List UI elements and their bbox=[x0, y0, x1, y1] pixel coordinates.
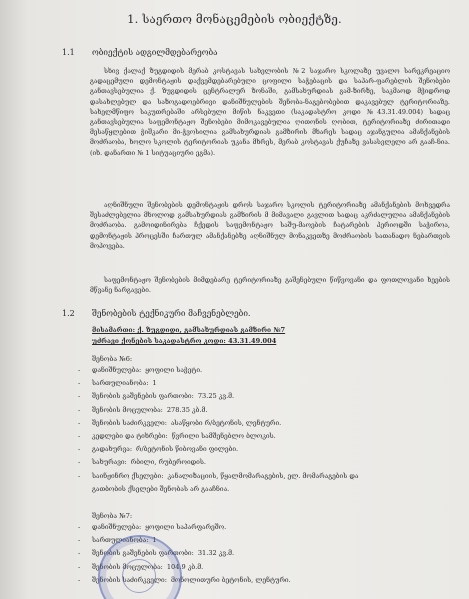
spec-label: შენობის საძირკველი: bbox=[92, 418, 167, 427]
paragraph-access: აღნიშნული შენობების დემონტაჟის დროს საჯარო სკოლის ტერიტორიაზე ამანქანების მოხვედრა შესაძლებელია მხოლოდ გამსახურდიას გამზირის მ მიმავალი გავლით სადაც აკრძალულია ამანქანების მოძრაობა. გამოიდინირება ჩქედის საფემონტაჟო საშუ-მაოების ჩატარების პერიოდში საჭიროა, დემონტაჟის პროცესში ჩართულ ამანქანებზე აღნიშნულ მონაკვეთზე მოძრაობის სათანადო ნებართვის მოპოვება. bbox=[90, 201, 450, 250]
spec-item: - შენობის გაშენების ფართობი: 31.32 კვ.მ. bbox=[78, 549, 235, 558]
spec-value: 73.25 კვ.მ. bbox=[197, 392, 235, 401]
spec-value: 1 bbox=[152, 379, 157, 388]
spec-label: საინჟინრო ქსელები: bbox=[92, 471, 164, 480]
section-title: ობიექტის ადგილმდებარეობა bbox=[92, 47, 218, 57]
spec-item: - სართულიანობა: 1 bbox=[78, 379, 157, 388]
section-title: შენობების ტექნიკური მაჩვენებლები. bbox=[92, 308, 251, 318]
spec-label: დანიშნულება: bbox=[92, 523, 142, 531]
spec-label: კედლები და ტიხრები: bbox=[92, 432, 168, 441]
spec-value: რ/ბეტონის წიბოვანი ფილები. bbox=[136, 445, 239, 454]
spec-label: სართულიანობა: bbox=[92, 379, 149, 388]
section-number: 1.2 bbox=[62, 309, 75, 318]
spec-item: - სახურავი: რბილი, რუბეროიდის. bbox=[78, 458, 206, 467]
spec-value: 1 bbox=[152, 536, 157, 545]
spec-item: - გადახურვა: რ/ბეტონის წიბოვანი ფილები. bbox=[78, 445, 239, 454]
spec-item: - შენობის საძირკველი: ასაწყობი რ/ბეტონის, ლენტური. bbox=[78, 418, 282, 427]
spec-value: 104.9 კბ.მ. bbox=[166, 562, 204, 571]
spec-value: წვრილი სამშენებლო ბლოკის. bbox=[171, 432, 276, 441]
spec-label: გადახურვა: bbox=[92, 445, 133, 454]
spec-label: შენობის მოცულობა: bbox=[92, 405, 163, 414]
spec-continuation: გათბობის ქსელები შენობას არ გააჩნია. bbox=[92, 484, 230, 493]
spec-value: კანალიზაციის, წყალმომარაგების, ელ. მომარაგების და bbox=[167, 471, 359, 480]
paragraph-location: სხივ ქალაქ ზუგდიდის მერაბ კოსტავას სახელობის №2 საჯარო სკოლაზე უვალო სარეკრეაციო გადაცემული დემონტაჟის დაქვემდებარებული ცოფილი საჭებაცის და საპარ-ფარებლის შენობები განთავსებულია ქ. ზუგდიდის ცენტრალურ ზონაში, გამსახურდიას გამ-ზირზე, საკმაოდ მჭიდროდ დასახლებულ და საზოგადოებრივი დანიშნულების შენობა-ნაგებობებით დაკავებულ ტერიტორიაზე. სახელმწიფო საკუთრებაში არსებული მიწის ნაკვეთი (საკადასტრო კოდი №43.31.49.004) სადაც განთავსებულია საფემონტაჟო შენობები მიმოკავებულია ღითონის ღობით, ტერიტორიაზე ძირითადი მესაწყლებით ჭიშკარი მი-ჭვოსილია გამსახურდიას გამზირის მხარეს სადაც აჯანგულია ამანქანების მოძრაობა, ხოლო სკოლის ტერიტორიას უკანა მხრეს, მერაბ კოსტავას ქუჩაზე ვასასვლელი არ გააჩ-ნია. (იხ. დანართი № 1 სიტუაციური ეგმა). bbox=[90, 67, 450, 157]
spec-value: ყოფილი საპარფარეშო. bbox=[145, 523, 227, 531]
spec-label: დანიშნულება: bbox=[92, 366, 142, 374]
spec-label: შენობის საძირკველი: bbox=[92, 575, 167, 584]
spec-value: 278.35 კბ.მ. bbox=[166, 405, 208, 414]
cadastral-code-line: უძრავი ქონების საკადასტრო კოდი: 43.31.49.004 bbox=[92, 337, 277, 345]
spec-value: 31.32 კვ.მ. bbox=[197, 549, 235, 558]
spec-label: შენობის გაშენების ფართობი: bbox=[92, 392, 194, 401]
spec-value: ასაწყობი რ/ბეტონის, ლენტური. bbox=[170, 418, 282, 427]
spec-item: - შენობის გაშენების ფართობი: 73.25 კვ.მ. bbox=[78, 392, 235, 401]
stamp-emblem bbox=[122, 559, 156, 593]
section-number: 1.1 bbox=[62, 48, 75, 57]
spec-item: - დანიშნულება: ყოფილი საჭეტი. bbox=[78, 366, 203, 374]
spec-item: - შენობის მოცულობა: 104.9 კბ.მ. bbox=[78, 562, 204, 571]
spec-value: მონოლითური ბეტონის, ლენტური. bbox=[170, 575, 291, 584]
building-title: შენობა №7: bbox=[92, 512, 133, 520]
spec-label: შენობის გაშენების ფართობი: bbox=[92, 549, 194, 558]
spec-label: შენობის მოცულობა: bbox=[92, 562, 163, 571]
paragraph-trees: საფემონტაჟო შენობების მიმდებარე ტერიტორიაზე გაშენებული წიწვოვანი და ფოთლოვანი ხეების მწვანე ნარგავები. bbox=[90, 276, 450, 295]
page-heading: 1. საერთო მონაცემების ობიექტზე. bbox=[127, 12, 342, 26]
spec-item: - შენობის საძირკველი: მონოლითური ბეტონის, ლენტური. bbox=[78, 575, 291, 584]
building-title: შენობა №6: bbox=[92, 355, 133, 363]
spec-label: სართულიანობა: bbox=[92, 536, 149, 545]
address-line: მისამართი: ქ. ზუგდიდი, გამსახურდიას გამზირი №7 bbox=[92, 326, 286, 334]
spec-value: რბილი, რუბეროიდის. bbox=[130, 458, 206, 467]
spec-label: სახურავი: bbox=[92, 458, 127, 467]
spec-item: - შენობის მოცულობა: 278.35 კბ.მ. bbox=[78, 405, 208, 414]
spec-item: - საინჟინრო ქსელები: კანალიზაციის, წყალმომარაგების, ელ. მომარაგების და bbox=[78, 471, 359, 480]
spec-item: - სართულიანობა: 1 bbox=[78, 536, 157, 545]
building-spec-list bbox=[78, 364, 358, 496]
spec-value: ყოფილი საჭეტი. bbox=[145, 366, 203, 374]
spec-item: - დანიშნულება: ყოფილი საპარფარეშო. bbox=[78, 523, 227, 531]
spec-item: - კედლები და ტიხრები: წვრილი სამშენებლო ბლოკის. bbox=[78, 432, 276, 441]
